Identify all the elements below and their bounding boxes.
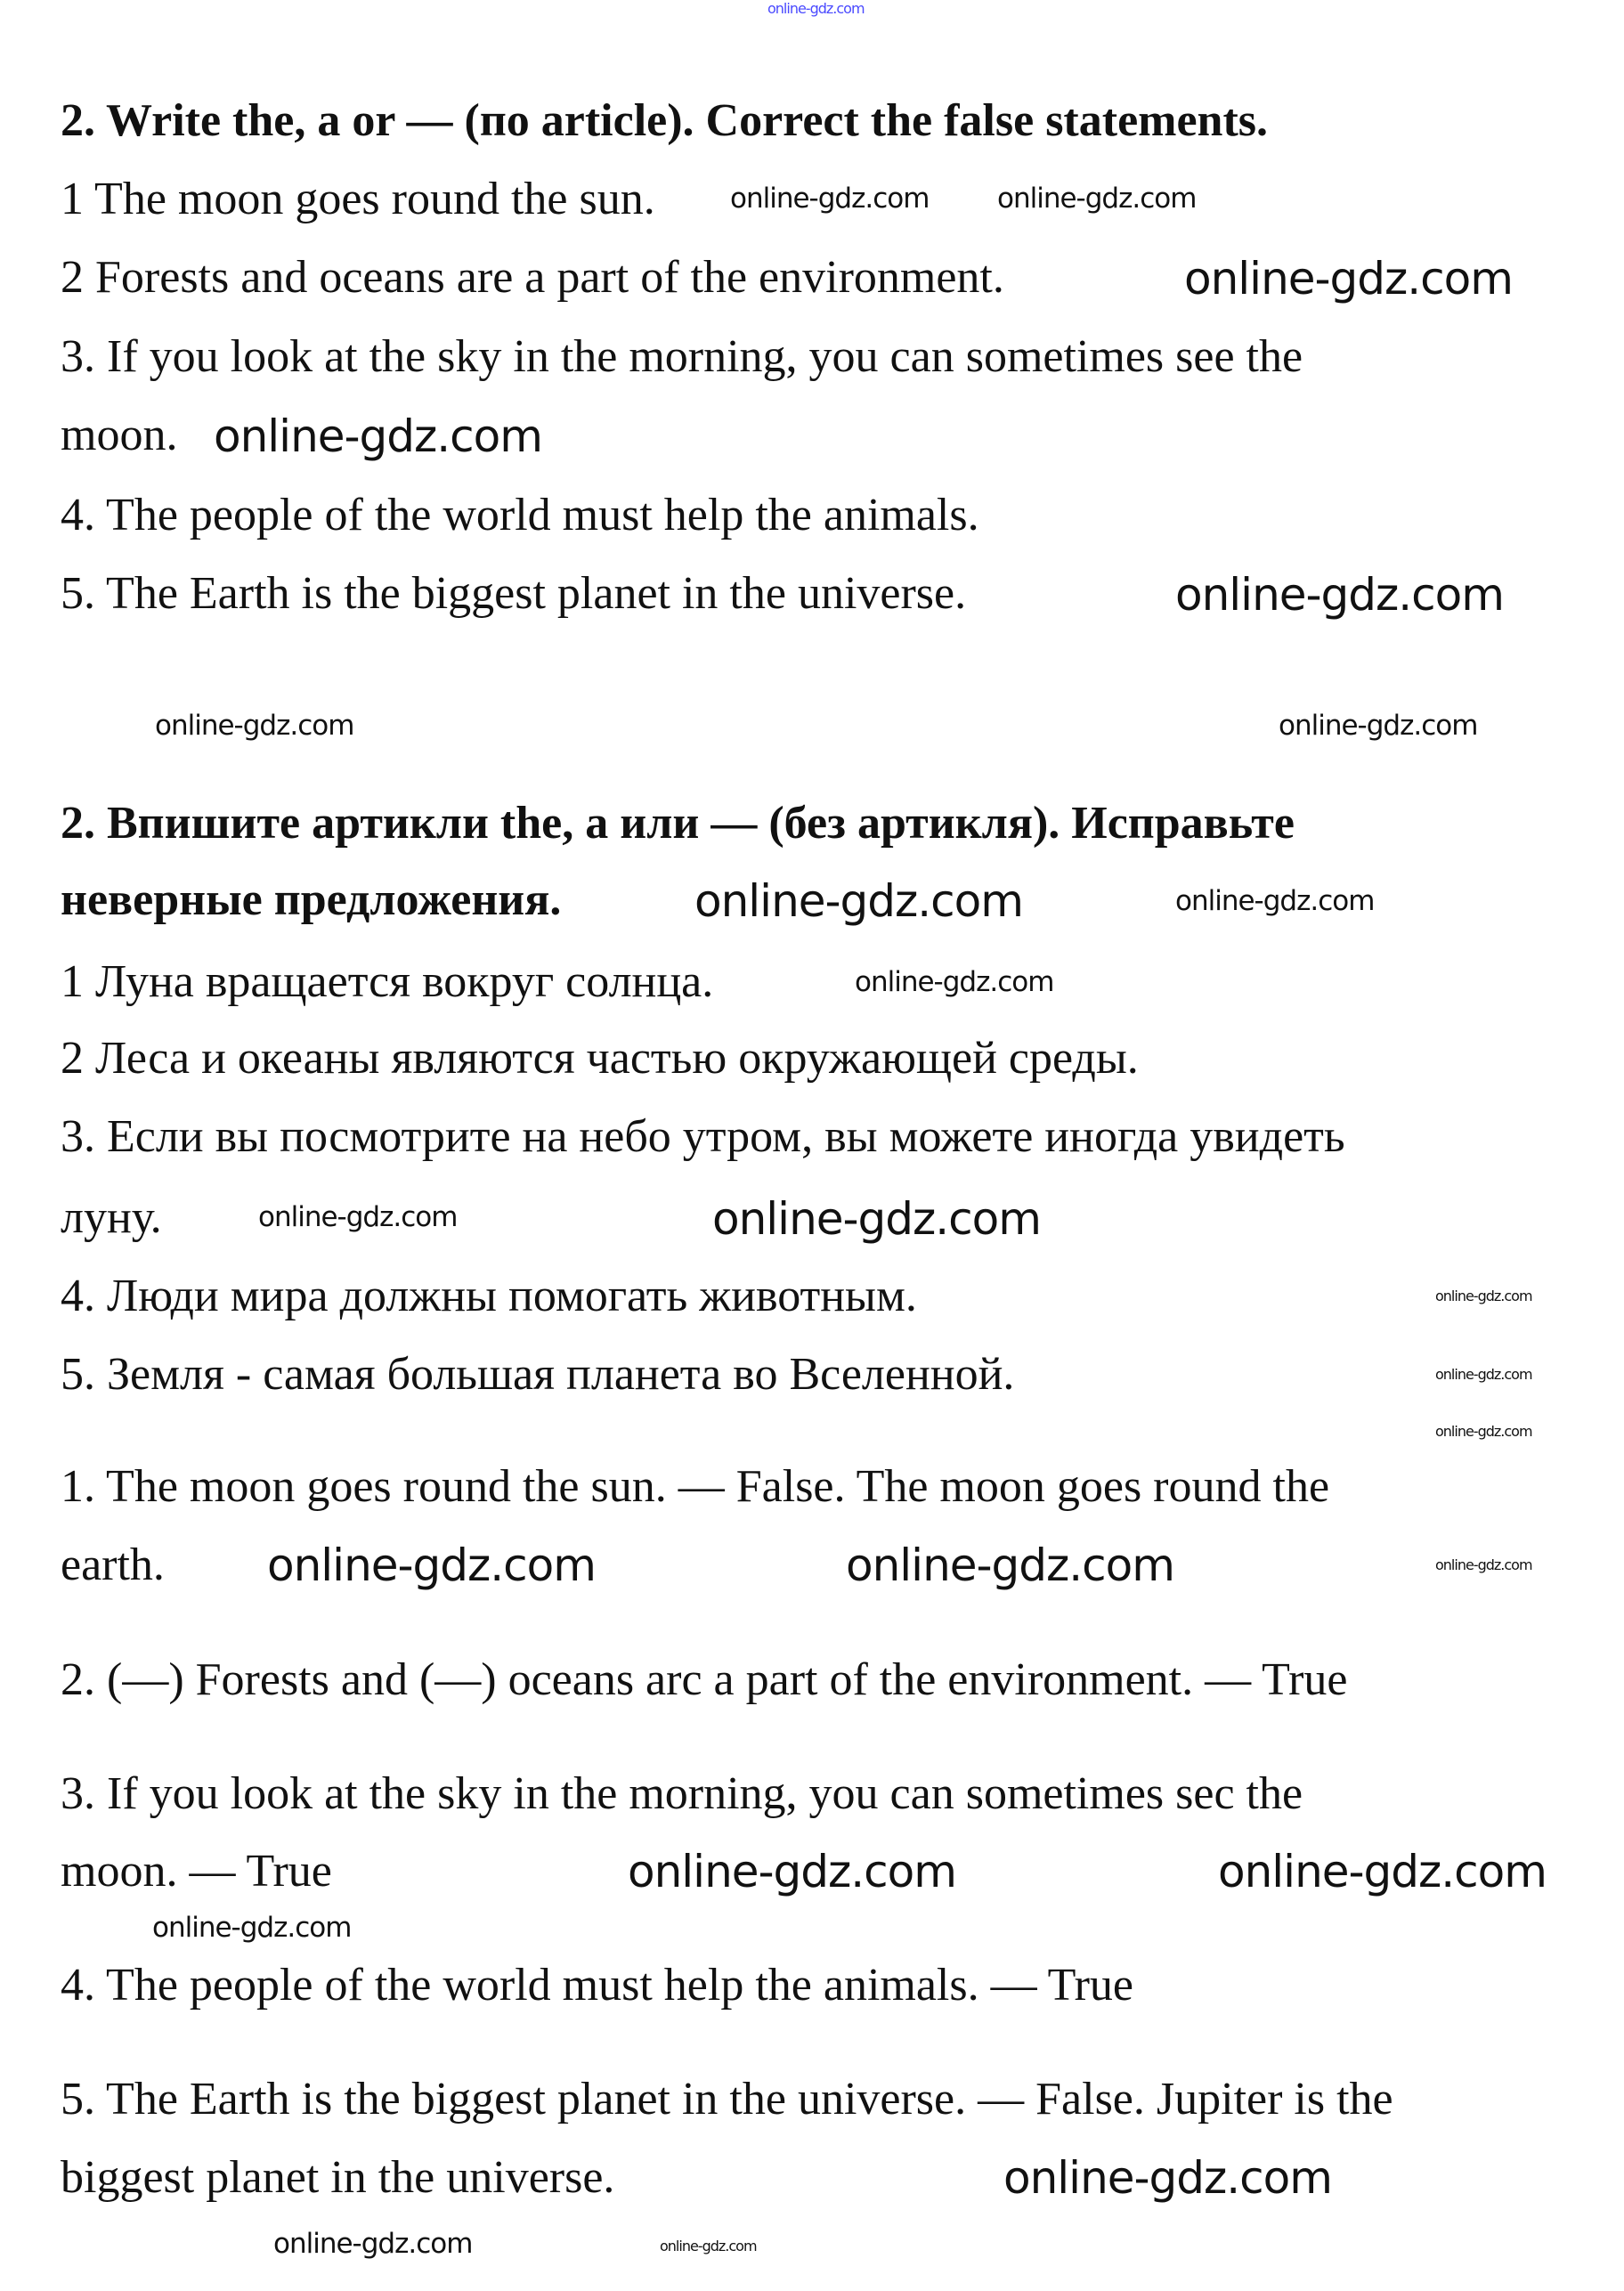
watermark: online-gdz.com (694, 875, 1023, 927)
sentence: 5. Земля - самая большая планета во Вселенной. (61, 1349, 1015, 1400)
sentence: 3. If you look at the sky in the morning, you can sometimes see the (61, 331, 1303, 382)
sentence: луну. (61, 1192, 162, 1243)
watermark: online-gdz.com (660, 2238, 757, 2254)
sentence: 5. The Earth is the biggest planet in the universe. (61, 568, 967, 619)
answer: 3. If you look at the sky in the morning, you can sometimes sec the (61, 1768, 1303, 1819)
answer: 5. The Earth is the biggest planet in the universe. — False. Jupiter is the (61, 2074, 1393, 2124)
translation-heading: 2. Впишите артикли the, а или — (без артикля). Исправьте (61, 798, 1295, 849)
watermark: online-gdz.com (155, 710, 354, 742)
exercise-heading: 2. Write the, a or — (по article). Correct the false statements. (61, 95, 1269, 146)
answer: 1. The moon goes round the sun. — False. The moon goes round the (61, 1461, 1330, 1512)
watermark: online-gdz.com (273, 2228, 473, 2260)
watermark: online-gdz.com (1003, 2152, 1332, 2204)
watermark: online-gdz.com (1435, 1556, 1532, 1573)
answer: moon. — True (61, 1846, 332, 1897)
answer: biggest planet in the universe. (61, 2152, 615, 2203)
watermark: online-gdz.com (1184, 253, 1513, 305)
watermark: online-gdz.com (846, 1540, 1174, 1591)
sentence: moon. (61, 410, 178, 460)
sentence: 4. Люди мира должны помогать животным. (61, 1271, 917, 1321)
watermark: online-gdz.com (258, 1201, 458, 1233)
watermark: online-gdz.com (1435, 1423, 1532, 1440)
watermark: online-gdz.com (152, 1912, 352, 1944)
sentence: 4. The people of the world must help the animals. (61, 490, 979, 540)
answer: 2. (—) Forests and (—) oceans arc a part of the environment. — True (61, 1654, 1348, 1705)
watermark: online-gdz.com (1175, 569, 1504, 621)
watermark: online-gdz.com (1279, 710, 1478, 742)
answer: earth. (61, 1540, 165, 1590)
sentence: 2 Forests and oceans are a part of the environment. (61, 252, 1004, 303)
sentence: 3. Если вы посмотрите на небо утром, вы можете иногда увидеть (61, 1111, 1345, 1162)
watermark: online-gdz.com (855, 966, 1054, 998)
sentence: 1 Луна вращается вокруг солнца. (61, 956, 714, 1007)
watermark: online-gdz.com (1218, 1846, 1547, 1897)
watermark: online-gdz.com (997, 183, 1197, 215)
watermark: online-gdz.com (1435, 1366, 1532, 1383)
sentence: 1 The moon goes round the sun. (61, 174, 655, 224)
watermark: online-gdz.com (712, 1193, 1041, 1245)
watermark: online-gdz.com (214, 410, 542, 462)
watermark: online-gdz.com (267, 1540, 596, 1591)
watermark: online-gdz.com (730, 183, 930, 215)
sentence: 2 Леса и океаны являются частью окружающей среды. (61, 1033, 1139, 1084)
translation-heading: неверные предложения. (61, 874, 562, 925)
answer: 4. The people of the world must help the animals. — True (61, 1960, 1133, 2011)
watermark: online-gdz.com (767, 0, 865, 17)
watermark: online-gdz.com (1175, 885, 1375, 917)
watermark: online-gdz.com (628, 1846, 956, 1897)
watermark: online-gdz.com (1435, 1288, 1532, 1304)
